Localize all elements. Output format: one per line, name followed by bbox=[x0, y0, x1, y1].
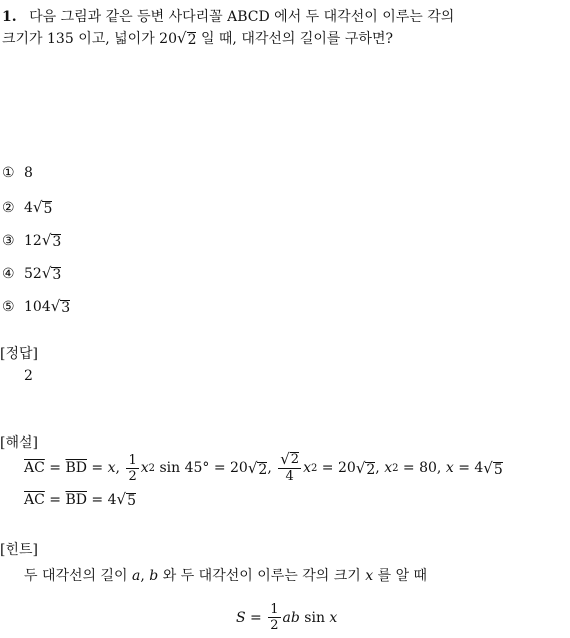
choice-4[interactable]: ④ 52 √ 3 bbox=[2, 264, 62, 283]
explanation-heading: [해설] bbox=[0, 435, 38, 451]
hint-line: 두 대각선의 길이 a, b 와 두 대각선이 이루는 각의 크기 x 를 알 때 bbox=[24, 568, 428, 584]
answer-heading: [정답] bbox=[0, 346, 38, 362]
choice-1[interactable]: ① 8 bbox=[2, 165, 33, 181]
question-text-1: 다음 그림과 같은 등변 사다리꼴 ABCD 에서 두 대각선이 이루는 각의 bbox=[29, 9, 455, 25]
question-text-2a: 크기가 135 이고, 넓이가 bbox=[2, 31, 155, 47]
answer-value: 2 bbox=[24, 368, 33, 384]
question-line-1 bbox=[2, 6, 454, 26]
hint-formula: S = $\frac{1}{2}$ ab sin x bbox=[236, 602, 338, 633]
choice-5[interactable]: ⑤ 104 √ 3 bbox=[2, 297, 71, 316]
choice-3[interactable]: ③ 12 √ 3 bbox=[2, 231, 62, 250]
hint-heading: [힌트] bbox=[0, 542, 38, 558]
explanation-line-2: $\overline{AC} = \overline{BD} = 4$ √ 5 bbox=[24, 490, 137, 509]
question-number: 1. bbox=[2, 9, 17, 25]
question-line-2 bbox=[2, 28, 393, 48]
sqrt-expression: 20 √ 2 bbox=[159, 29, 197, 48]
explanation-line-1: $\overline{AC}$ = $\overline{BD}$ = x , $\frac{1}{2}$ x 2 sin 45° = 20 √ 2 , √ 2 4 x 2 = 20 √ 2 , x 2 = 80, x = 4 √ 5 bbox=[24, 450, 503, 484]
question-text-2b: 일 때, 대각선의 길이를 구하면? bbox=[200, 31, 393, 47]
choice-2[interactable]: ② 4 √ 5 bbox=[2, 198, 53, 217]
